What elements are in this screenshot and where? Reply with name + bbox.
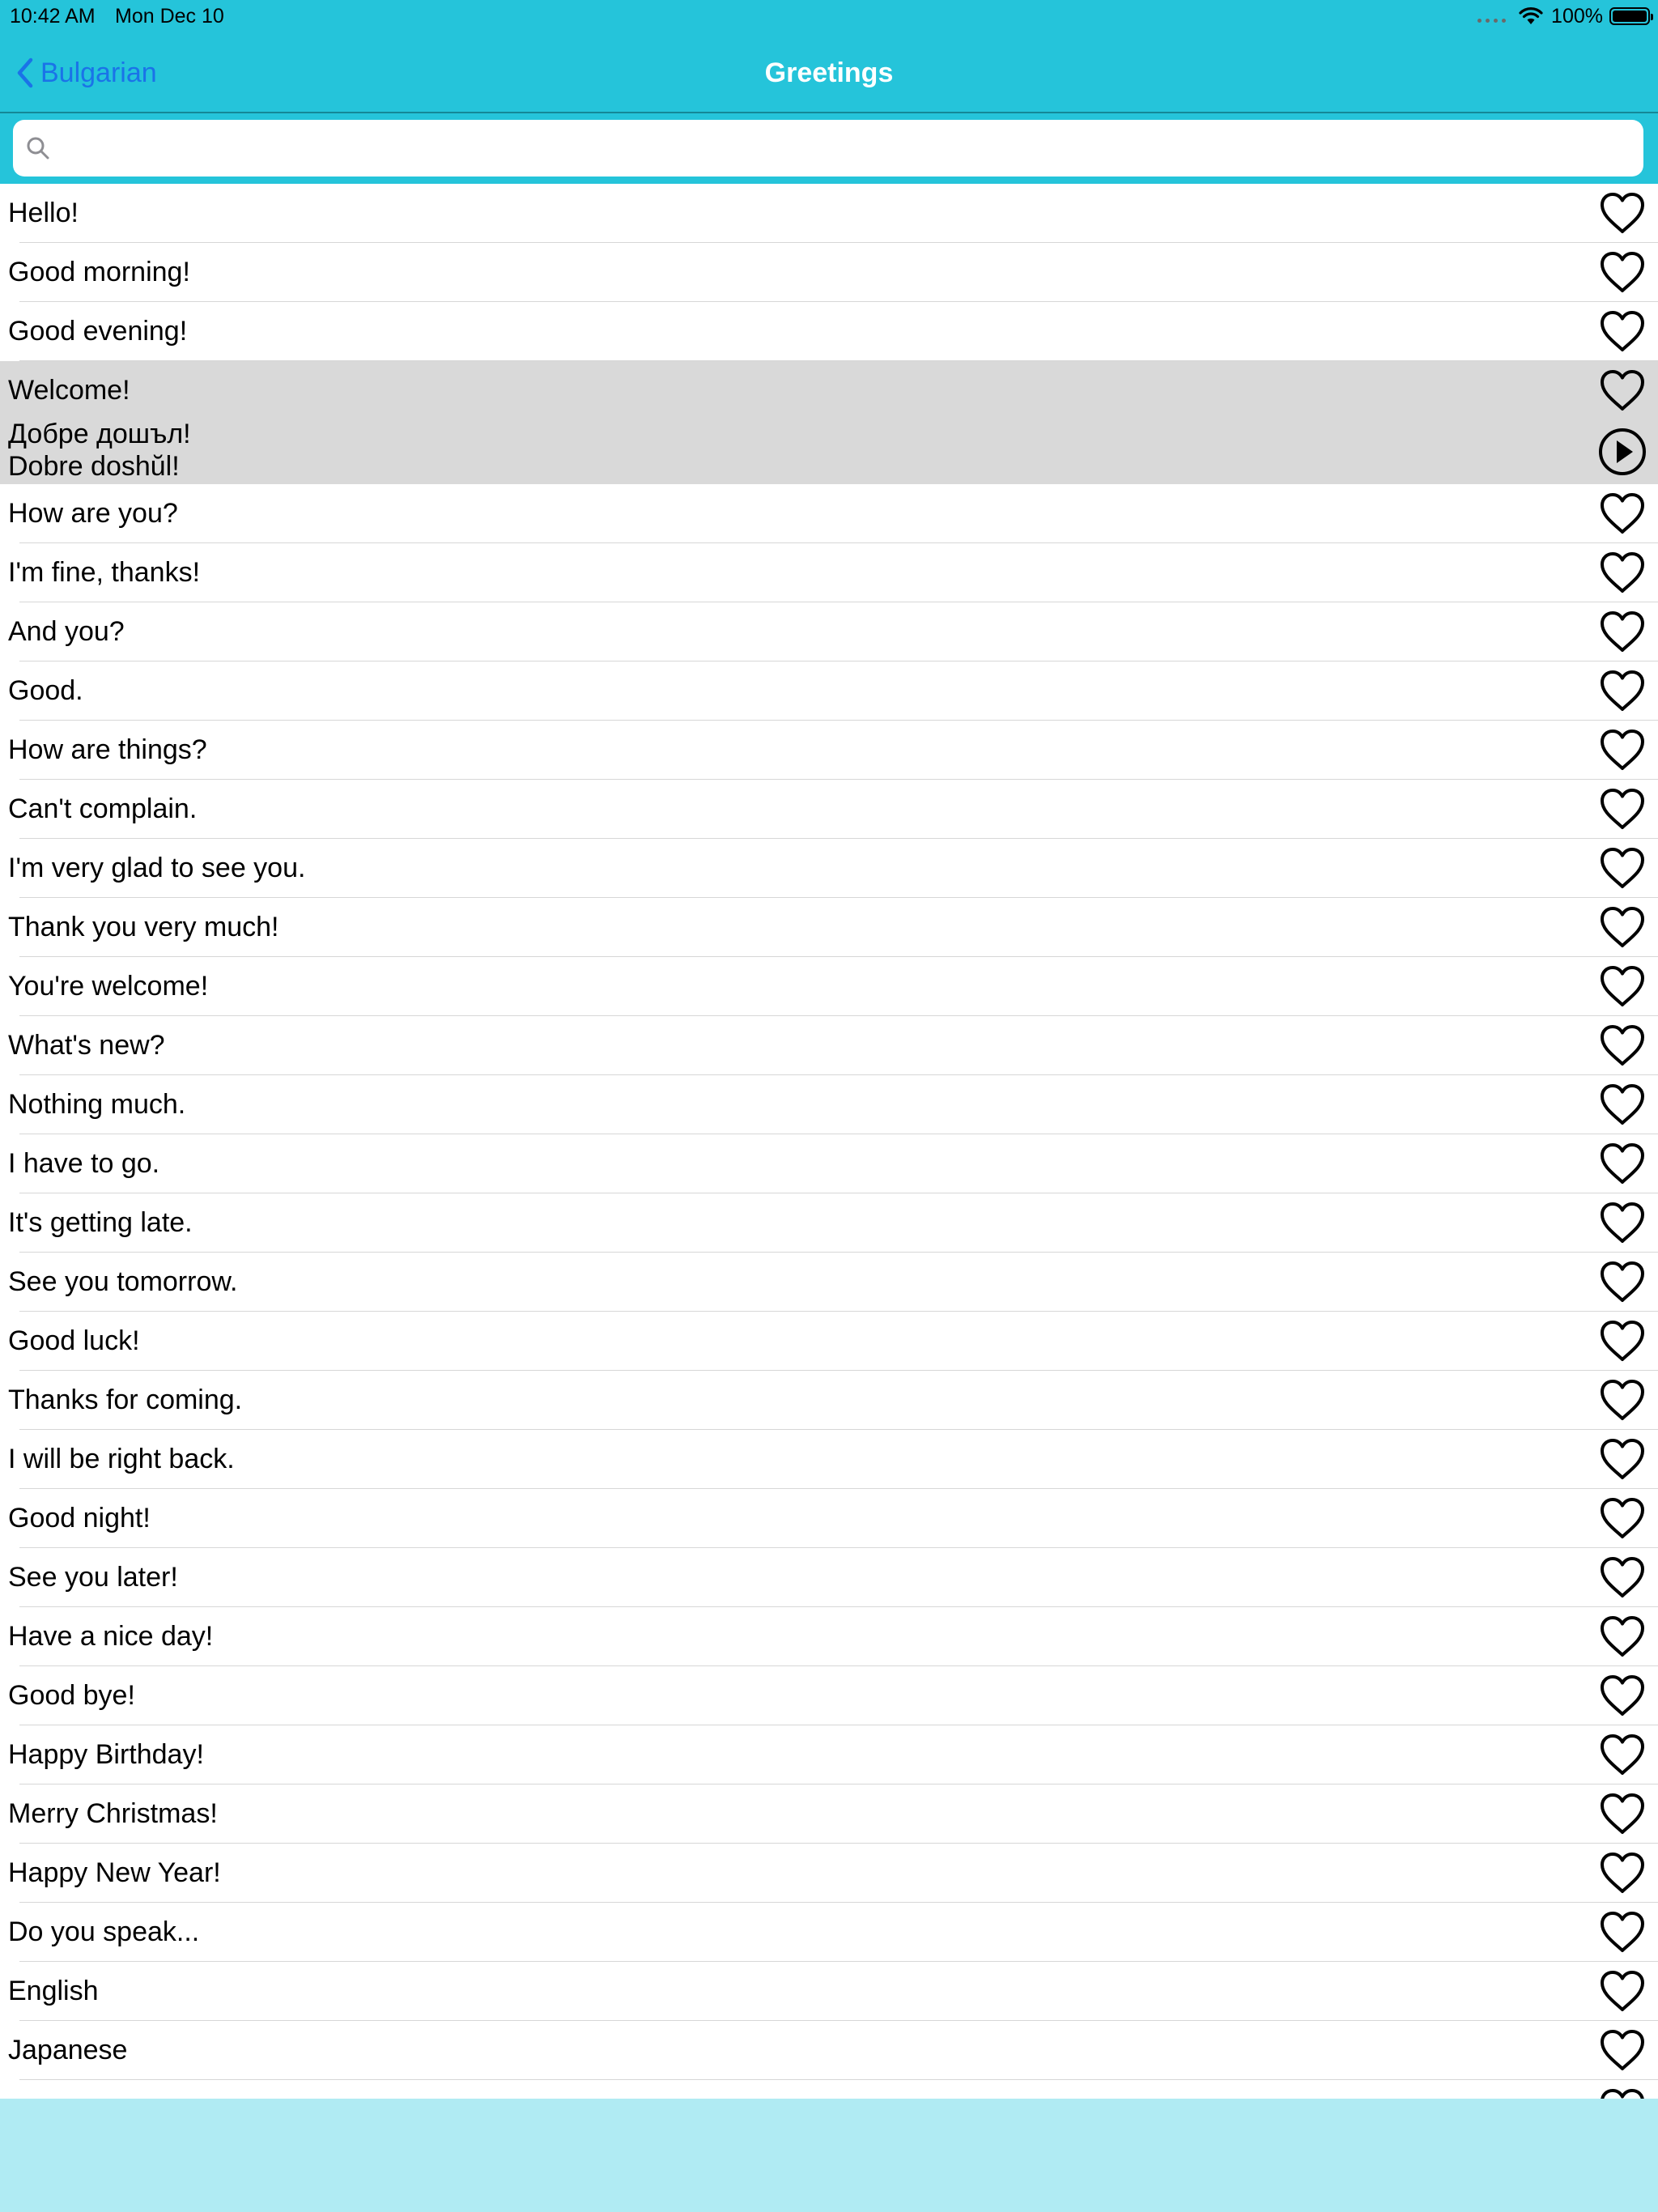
phrase-label: Japanese: [8, 2035, 128, 2065]
heart-icon[interactable]: [1598, 1377, 1647, 1423]
heart-icon[interactable]: [1598, 1023, 1647, 1068]
phrase-row[interactable]: [0, 1489, 1658, 1548]
phrase-label: Nothing much.: [8, 1089, 186, 1120]
heart-icon[interactable]: [1598, 1791, 1647, 1836]
heart-icon[interactable]: [1598, 1318, 1647, 1363]
status-indicators: [1477, 0, 1650, 32]
phrase-row[interactable]: [0, 1134, 1658, 1193]
heart-icon[interactable]: [1598, 845, 1647, 891]
phrase-row[interactable]: [0, 1193, 1658, 1253]
phrase-row[interactable]: [0, 1371, 1658, 1430]
phrase-label: Good bye!: [8, 1680, 135, 1711]
phrase-row[interactable]: [0, 1016, 1658, 1075]
phrase-label: How are you?: [8, 498, 178, 529]
search-input[interactable]: [62, 120, 1627, 178]
phrase-row[interactable]: [0, 1962, 1658, 2021]
heart-icon[interactable]: [1598, 1968, 1647, 2014]
phrase-row[interactable]: [0, 1253, 1658, 1312]
phrase-row[interactable]: [0, 361, 1658, 484]
phrase-label: Good night!: [8, 1503, 151, 1534]
phrase-label: Thank you very much!: [8, 912, 279, 942]
heart-icon[interactable]: [1598, 2027, 1647, 2073]
phrase-label: Can't complain.: [8, 793, 198, 824]
phrase-row[interactable]: [0, 484, 1658, 543]
heart-icon[interactable]: [1598, 1850, 1647, 1895]
heart-icon[interactable]: [1598, 786, 1647, 832]
phrase-row[interactable]: [0, 1725, 1658, 1784]
status-time: 10:42 AM: [10, 5, 96, 28]
phrase-row[interactable]: [0, 543, 1658, 602]
heart-icon[interactable]: [1598, 368, 1647, 413]
play-audio-icon[interactable]: [1598, 428, 1647, 476]
phrase-row[interactable]: [0, 721, 1658, 780]
heart-icon[interactable]: [1598, 668, 1647, 713]
phrase-label: What's new?: [8, 1030, 165, 1061]
navigation-bar: [0, 32, 1658, 113]
search-icon: [26, 136, 50, 160]
phrase-label: See you tomorrow.: [8, 1266, 238, 1297]
phrase-row[interactable]: [0, 898, 1658, 957]
phrase-row[interactable]: [0, 1075, 1658, 1134]
phrase-row[interactable]: [0, 661, 1658, 721]
phrase-label: Good luck!: [8, 1325, 140, 1356]
phrase-row[interactable]: [0, 602, 1658, 661]
phrase-label: I have to go.: [8, 1148, 160, 1179]
phrase-label: Welcome!: [8, 375, 130, 406]
phrase-row[interactable]: [0, 1784, 1658, 1844]
heart-icon[interactable]: [1598, 727, 1647, 772]
heart-icon[interactable]: [1598, 963, 1647, 1009]
status-bar: [0, 0, 1658, 32]
phrase-list: [0, 184, 1658, 2139]
heart-icon[interactable]: [1598, 609, 1647, 654]
phrase-row[interactable]: [0, 780, 1658, 839]
heart-icon[interactable]: [1598, 1673, 1647, 1718]
status-date: Mon Dec 10: [115, 5, 224, 28]
phrase-row[interactable]: [0, 1844, 1658, 1903]
page-title: Greetings: [764, 57, 894, 88]
heart-icon[interactable]: [1598, 1555, 1647, 1600]
phrase-row[interactable]: [0, 839, 1658, 898]
translation: [8, 418, 191, 483]
heart-icon[interactable]: [1598, 491, 1647, 536]
heart-icon[interactable]: [1598, 249, 1647, 295]
cellular-signal-icon: [1477, 19, 1506, 23]
phrase-label: Good.: [8, 675, 83, 706]
transliteration-text: Dobre doshŭl!: [8, 451, 180, 482]
phrase-label: Thanks for coming.: [8, 1385, 243, 1415]
native-text: Добре дошъл!: [8, 419, 191, 449]
heart-icon[interactable]: [1598, 308, 1647, 354]
heart-icon[interactable]: [1598, 1436, 1647, 1482]
phrase-row[interactable]: [0, 1548, 1658, 1607]
heart-icon[interactable]: [1598, 1495, 1647, 1541]
heart-icon[interactable]: [1598, 1259, 1647, 1304]
phrase-label: Have a nice day!: [8, 1621, 214, 1652]
phrase-row[interactable]: [0, 243, 1658, 302]
phrase-label: English: [8, 1976, 99, 2006]
phrase-label: And you?: [8, 616, 125, 647]
heart-icon[interactable]: [1598, 190, 1647, 236]
phrase-row[interactable]: [0, 1903, 1658, 1962]
battery-icon: [1609, 7, 1650, 25]
back-button-label: Bulgarian: [40, 57, 157, 88]
phrase-label: Do you speak...: [8, 1916, 200, 1947]
phrase-label: Happy Birthday!: [8, 1739, 204, 1770]
phrase-label: Merry Christmas!: [8, 1798, 218, 1829]
phrase-row[interactable]: [0, 957, 1658, 1016]
search-bar: [0, 113, 1658, 184]
phrase-row[interactable]: [0, 1430, 1658, 1489]
phrase-row[interactable]: [0, 1312, 1658, 1371]
heart-icon[interactable]: [1598, 1200, 1647, 1245]
phrase-row[interactable]: [0, 302, 1658, 361]
phrase-label: Good evening!: [8, 316, 188, 347]
heart-icon[interactable]: [1598, 1909, 1647, 1955]
phrase-label: See you later!: [8, 1562, 178, 1593]
heart-icon[interactable]: [1598, 1614, 1647, 1659]
search-field[interactable]: [13, 120, 1643, 177]
phrase-row[interactable]: [0, 184, 1658, 243]
phrase-label: You're welcome!: [8, 971, 209, 1002]
heart-icon[interactable]: [1598, 1732, 1647, 1777]
phrase-label: I'm fine, thanks!: [8, 557, 201, 588]
phrase-label: Happy New Year!: [8, 1857, 221, 1888]
phrase-label: How are things?: [8, 734, 207, 765]
bottom-bar: [0, 2099, 1658, 2212]
heart-icon[interactable]: [1598, 1082, 1647, 1127]
battery-percent: 100%: [1551, 5, 1603, 28]
phrase-label: Hello!: [8, 198, 79, 228]
phrase-label: Good morning!: [8, 257, 190, 287]
phrase-label: It's getting late.: [8, 1207, 193, 1238]
phrase-label: I'm very glad to see you.: [8, 853, 306, 883]
phrase-label: I will be right back.: [8, 1444, 235, 1474]
heart-icon[interactable]: [1598, 1141, 1647, 1186]
phrase-row[interactable]: [0, 2021, 1658, 2080]
wifi-icon: [1519, 6, 1543, 26]
heart-icon[interactable]: [1598, 904, 1647, 950]
phrase-row[interactable]: [0, 1607, 1658, 1666]
phrase-row[interactable]: [0, 1666, 1658, 1725]
heart-icon[interactable]: [1598, 550, 1647, 595]
